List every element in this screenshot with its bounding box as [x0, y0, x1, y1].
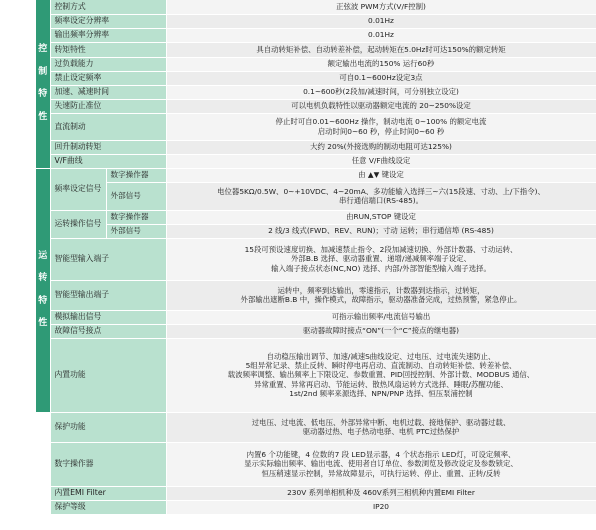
table-row [36, 310, 596, 324]
row-value: 230V 系列单相机种及 460V系列三相机种内置EMI Filter [166, 486, 596, 500]
row-label: 输出频率分辨率 [50, 28, 166, 42]
table-row [36, 140, 596, 154]
value-line: 内置6 个功能键，4 位数的7 段 LED显示器，4 个状态指示 LED灯，可设定频率、 [246, 450, 516, 460]
table-row [36, 486, 596, 500]
value-line: 自动稳压输出调节、加速/减速S曲线设定、过电压、过电流失速防止、 [266, 351, 496, 361]
value-line: 驱动器过热、电子热动电驿、电机 PTC过热保护 [302, 427, 460, 436]
row-value: 任意 V/F曲线设定 [166, 154, 596, 168]
table-row [36, 182, 596, 210]
value-line: 电位器5KΩ/0.5W、0~+10VDC、4~20mA、多功能输入选择三~六(15段速、寸动、上/下指令)、 [217, 186, 545, 196]
table-row [36, 99, 596, 113]
row-value [166, 182, 596, 210]
value-line: 输入端子接点状态(NC,NO) 选择、内部/外部智能型输入端子选择。 [271, 263, 491, 273]
row-value: 由 ▲▼ 键设定 [166, 168, 596, 182]
row-value [166, 442, 596, 486]
row-label: 故障信号接点 [50, 324, 166, 338]
value-line: 过电压、过电流、低电压、外部异常中断、电机过载、接地保护、驱动器过载、 [251, 417, 511, 427]
table-row [36, 338, 596, 412]
row-sublabel: 外部信号 [106, 182, 166, 210]
value-line: 外部输出遮断B.B 中，操作模式，故障指示，驱动器准备完成，过热预警，紧急停止。 [240, 295, 522, 304]
table-row [36, 280, 596, 310]
row-value: 额定输出电流的150% 运行60秒 [166, 57, 596, 71]
row-label: 失速防止准位 [50, 99, 166, 113]
row-value: 由RUN,STOP 键设定 [166, 210, 596, 224]
row-value: 大约 20%(外接选购的制动电阻可达125%) [166, 140, 596, 154]
spec-table [36, 0, 596, 515]
table-row [36, 224, 596, 238]
table-row [36, 238, 596, 280]
value-line: 载波频率调整、输出频率上下限设定、参数重置、PID回授控制、外部计数、MODBUS 通信、 [227, 370, 535, 380]
value-line: 显示实际输出频率、输出电流、使用者自订单位、参数浏览及修改设定及参数锁定、 [244, 459, 518, 469]
table-row [36, 85, 596, 99]
row-label: 数字操作器 [50, 442, 166, 486]
table-row [36, 412, 596, 442]
value-line: 15段可预设速度切换、加减速禁止指令、2段加减速切换、外部计数器、寸动运转、 [244, 245, 518, 255]
row-label: 智能型输出端子 [50, 280, 166, 310]
table-row [36, 14, 596, 28]
table-row [36, 442, 596, 486]
value-line: 1st/2nd 频率来源选择、NPN/PNP 选择、恒压泵浦控制 [289, 388, 473, 398]
row-value: 正弦波 PWM方式(V/F控制) [166, 0, 596, 14]
row-value: 可以电机负载特性以驱动器额定电流的 20~250%设定 [166, 99, 596, 113]
row-label: 控制方式 [50, 0, 166, 14]
section-control: 控 制 特 性 [36, 0, 50, 168]
table-row [36, 168, 596, 182]
value-line: 停止时可自0.01~600Hz 操作，制动电流 0~100% 的额定电流 [275, 117, 487, 127]
row-label: 频率设定信号 [50, 168, 106, 210]
row-value: 具自动转矩补偿、自动转差补偿，起动转矩在5.0Hz时可达150%的额定转矩 [166, 42, 596, 57]
left-rail [0, 0, 36, 530]
table-row [36, 0, 596, 14]
row-value: 可自0.1~600Hz设定3点 [166, 71, 596, 85]
row-value [166, 113, 596, 140]
row-value: 0.01Hz [166, 14, 596, 28]
table-row [36, 57, 596, 71]
row-value [166, 338, 596, 412]
row-sublabel: 外部信号 [106, 224, 166, 238]
table-row [36, 154, 596, 168]
row-value: 2 线/3 线式(FWD、REV、RUN)；寸动 运转；串行通信埠 (RS-485) [166, 224, 596, 238]
value-line: 外部B.B 选择、驱动器重置、递增/递减频率端子设定、 [291, 254, 471, 264]
row-value [166, 412, 596, 442]
value-line: 恒压稍速显示控制，异常故障显示，可执行运转、停止、重置、正转/反转 [261, 468, 501, 478]
row-sublabel: 数字操作器 [106, 210, 166, 224]
section-spacer [36, 412, 50, 514]
row-label: 保护等级 [50, 500, 166, 514]
table-row [36, 500, 596, 514]
row-value: 0.1~600秒(2段加/减速时间，可分别独立设定) [166, 85, 596, 99]
row-label: 运转操作信号 [50, 210, 106, 238]
row-label: 内置功能 [50, 338, 166, 412]
row-value: IP20 [166, 500, 596, 514]
row-label: 回升制动转矩 [50, 140, 166, 154]
row-label: 模拟输出信号 [50, 310, 166, 324]
value-line: 异常重置、异常再启动、节能运转、散热风扇运转方式选择、睡眠/苏醒功能、 [254, 379, 508, 389]
table-row [36, 42, 596, 57]
section-run: 运 转 特 性 [36, 168, 50, 412]
row-value [166, 280, 596, 310]
table-row [36, 210, 596, 224]
row-label: 加速、减速时间 [50, 85, 166, 99]
table-row [36, 71, 596, 85]
value-line: 运转中，频率到达输出，零速指示，计数器到达指示，过转矩， [277, 285, 485, 295]
row-label: 直流制动 [50, 113, 166, 140]
row-value: 0.01Hz [166, 28, 596, 42]
value-line: 启动时间0~60 秒，停止时间0~60 秒 [317, 126, 445, 136]
row-label: 转矩特性 [50, 42, 166, 57]
row-label: 禁止设定频率 [50, 71, 166, 85]
row-label: 保护功能 [50, 412, 166, 442]
value-line: 5组异常记录、禁止反转、瞬时停电再启动、直流制动、自动转矩补偿、转差补偿、 [245, 361, 517, 371]
row-sublabel: 数字操作器 [106, 168, 166, 182]
row-label: V/F曲线 [50, 154, 166, 168]
row-label: 内置EMI Filter [50, 486, 166, 500]
row-label: 过负载能力 [50, 57, 166, 71]
table-row [36, 28, 596, 42]
value-line: 串行通信端口(RS-485)。 [338, 196, 424, 205]
table-row [36, 113, 596, 140]
table-row [36, 324, 596, 338]
row-value [166, 238, 596, 280]
row-label: 频率设定分辨率 [50, 14, 166, 28]
row-value: 驱动器故障时接点“ON”(一个“C”接点的继电器) [166, 324, 596, 338]
row-value: 可指示输出频率/电流信号输出 [166, 310, 596, 324]
row-label: 智能型输入端子 [50, 238, 166, 280]
